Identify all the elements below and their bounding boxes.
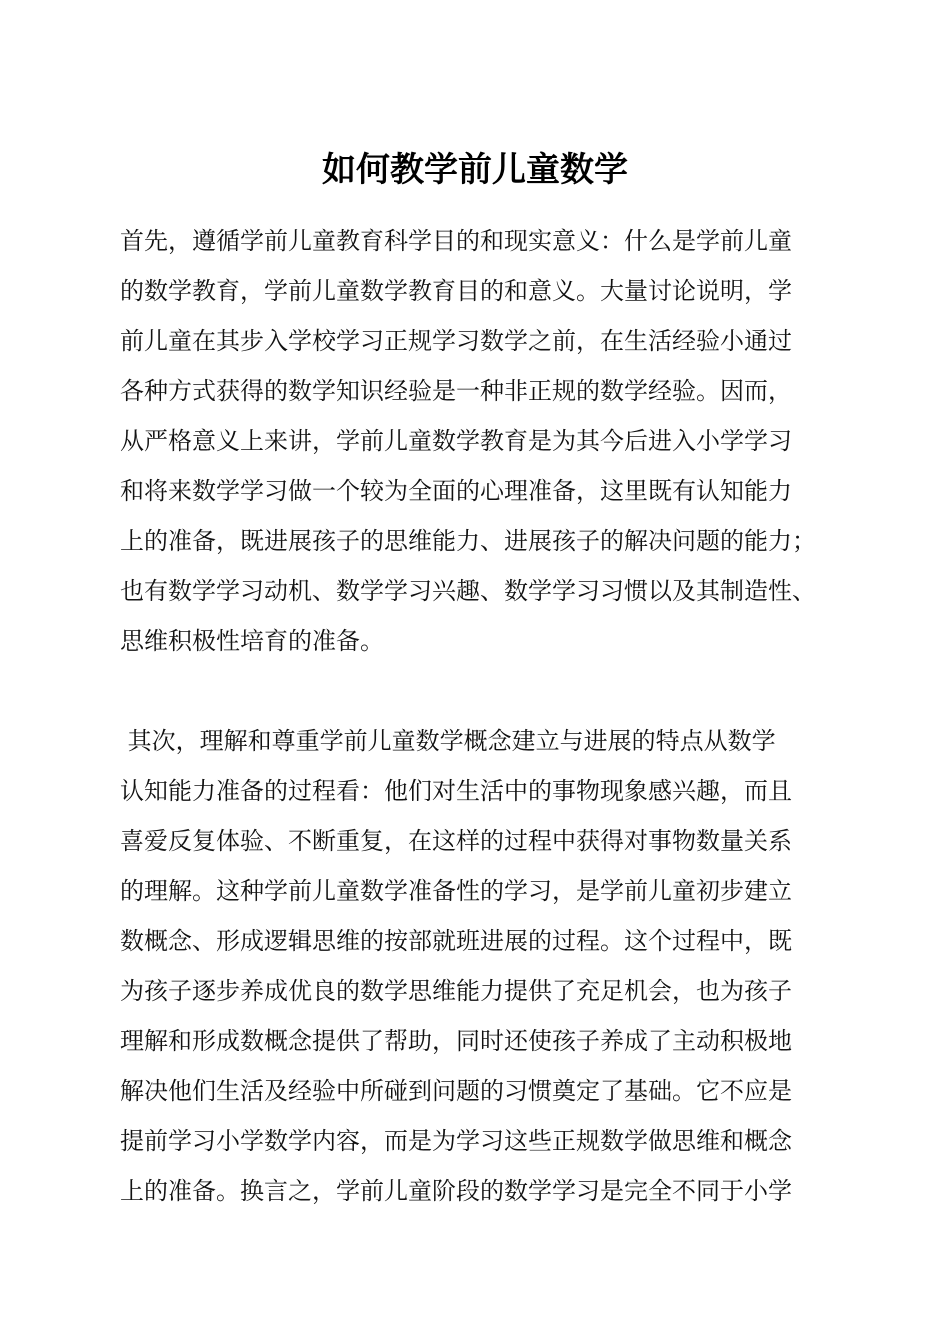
text-line: 数概念、形成逻辑思维的按部就班进展的过程。这个过程中，既 bbox=[120, 927, 792, 955]
text-line: 上的准备，既进展孩子的思维能力、进展孩子的解决问题的能力； bbox=[120, 527, 816, 555]
text-line: 认知能力准备的过程看：他们对生活中的事物现象感兴趣，而且 bbox=[120, 777, 792, 805]
text-line: 的理解。这种学前儿童数学准备性的学习，是学前儿童初步建立 bbox=[120, 877, 792, 905]
text-line: 为孩子逐步养成优良的数学思维能力提供了充足机会，也为孩子 bbox=[120, 977, 792, 1005]
text-line: 解决他们生活及经验中所碰到问题的习惯奠定了基础。它不应是 bbox=[120, 1077, 792, 1105]
text-line: 各种方式获得的数学知识经验是一种非正规的数学经验。因而， bbox=[120, 377, 792, 405]
text-line: 提前学习小学数学内容，而是为学习这些正规数学做思维和概念 bbox=[120, 1127, 792, 1155]
text-line: 上的准备。换言之，学前儿童阶段的数学学习是完全不同于小学 bbox=[120, 1177, 792, 1205]
paragraph-1 bbox=[120, 216, 840, 666]
text-line: 从严格意义上来讲，学前儿童数学教育是为其今后进入小学学习 bbox=[120, 427, 792, 455]
text-line: 和将来数学学习做一个较为全面的心理准备，这里既有认知能力 bbox=[120, 477, 792, 505]
text-line: 理解和形成数概念提供了帮助，同时还使孩子养成了主动积极地 bbox=[120, 1027, 792, 1055]
paragraph-2 bbox=[120, 716, 840, 1216]
text-line: 首先，遵循学前儿童教育科学目的和现实意义：什么是学前儿童 bbox=[120, 227, 792, 255]
text-line: 其次，理解和尊重学前儿童数学概念建立与进展的特点从数学 bbox=[120, 727, 776, 755]
text-line: 也有数学学习动机、数学学习兴趣、数学学习习惯以及其制造性、 bbox=[120, 577, 816, 605]
text-line: 思维积极性培育的准备。 bbox=[120, 627, 384, 655]
text-line: 的数学教育，学前儿童数学教育目的和意义。大量讨论说明，学 bbox=[120, 277, 792, 305]
document-title: 如何教学前儿童数学 bbox=[322, 150, 628, 190]
text-line: 喜爱反复体验、不断重复，在这样的过程中获得对事物数量关系 bbox=[120, 827, 792, 855]
text-line: 前儿童在其步入学校学习正规学习数学之前，在生活经验小通过 bbox=[120, 327, 792, 355]
